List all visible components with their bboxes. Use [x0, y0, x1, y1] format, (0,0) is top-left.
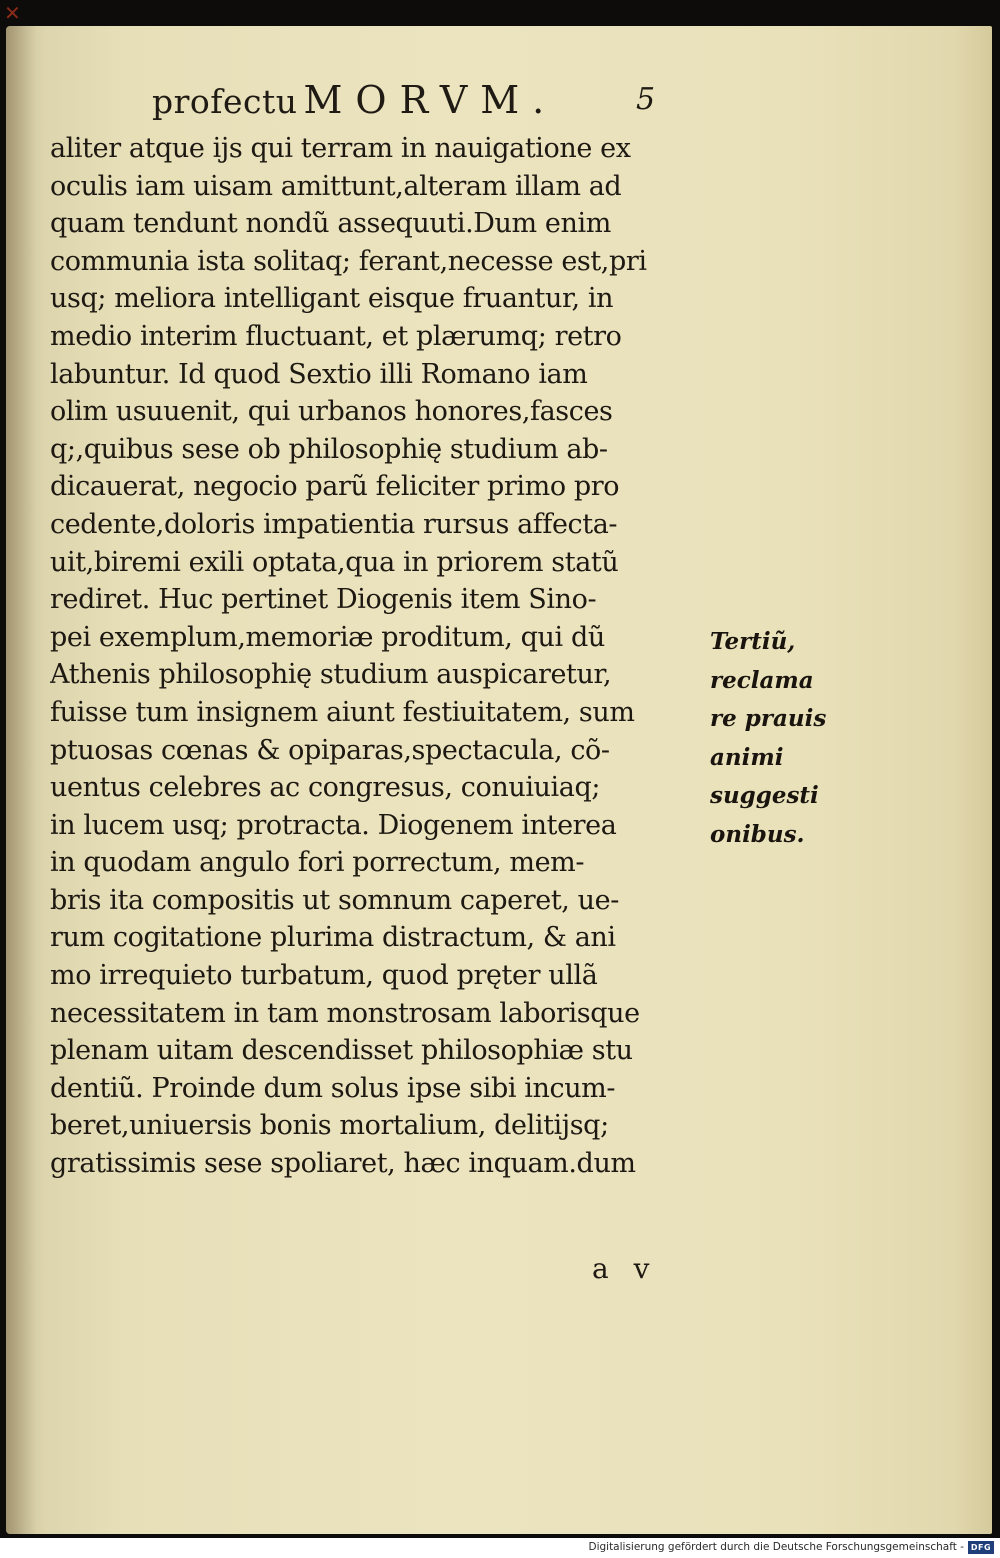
- margin-note: [710, 623, 838, 854]
- text-line: rum cogitatione plurima distractum, & ani: [50, 922, 616, 954]
- footer-bar: [0, 1538, 1000, 1558]
- text-line: olim usuuenit, qui urbanos honores,fasces: [50, 396, 613, 428]
- text-line: labuntur. Id quod Sextio illi Romano iam: [50, 358, 588, 390]
- text-line: medio interim fluctuant, et plærumq; retro: [50, 320, 622, 352]
- running-head-prefix: profectu: [152, 82, 298, 121]
- text-line: necessitatem in tam monstrosam laborisque: [50, 997, 640, 1029]
- text-line: Athenis philosophię studium auspicaretur,: [50, 659, 612, 691]
- text-line: in quodam angulo fori porrectum, mem-: [50, 847, 585, 879]
- text-line: gratissimis sese spoliaret, hæc inquam.dum: [50, 1148, 636, 1180]
- text-line: fuisse tum insignem aiunt festiuitatem, sum: [50, 696, 635, 728]
- text-line: bris ita compositis ut somnum caperet, ue-: [50, 884, 619, 916]
- text-line: usq; meliora intelligant eisque fruantur, in: [50, 283, 614, 315]
- text-line: beret,uniuersis bonis mortalium, delitijsq;: [50, 1110, 609, 1142]
- gutter-shadow: [6, 26, 36, 1534]
- signature-mark: a v: [592, 1252, 658, 1285]
- text-line: rediret. Huc pertinet Diogenis item Sino-: [50, 584, 597, 616]
- text-line: cedente,doloris impatientia rursus affecta-: [50, 508, 618, 540]
- text-line: ptuosas cœnas & opiparas,spectacula, cõ-: [50, 734, 610, 766]
- text-line: mo irrequieto turbatum, quod pręter ullã: [50, 960, 598, 992]
- text-line: quam tendunt nondũ assequuti.Dum enim: [50, 208, 611, 240]
- text-line: dentiũ. Proinde dum solus ipse sibi incum-: [50, 1072, 616, 1104]
- margin-note-line: reclama: [710, 666, 814, 694]
- page-number: 5: [636, 82, 656, 117]
- dfg-logo: DFG: [968, 1541, 994, 1554]
- running-head-caps: MORVM.: [303, 78, 558, 122]
- text-line: pei exemplum,memoriæ proditum, qui dũ: [50, 621, 605, 653]
- text-line: plenam uitam descendisset philosophiæ stu: [50, 1035, 633, 1067]
- text-line: uit,biremi exili optata,qua in priorem statũ: [50, 546, 619, 578]
- text-line: dicauerat, negocio parũ feliciter primo pro: [50, 471, 620, 503]
- margin-note-line: suggesti: [710, 782, 819, 809]
- book-page: [6, 26, 992, 1534]
- running-head: [152, 78, 557, 128]
- text-line: in lucem usq; protracta. Diogenem interea: [50, 809, 617, 841]
- margin-note-line: onibus.: [710, 820, 805, 848]
- margin-note-line: animi: [710, 743, 784, 771]
- corner-mark-icon: ✕: [4, 1, 21, 25]
- text-line: uentus celebres ac congresus, conuiuiaq;: [50, 772, 601, 804]
- text-line: aliter atque ijs qui terram in nauigatione ex: [50, 133, 631, 164]
- margin-note-line: Tertiũ,: [710, 628, 796, 655]
- funding-note: Digitalisierung gefördert durch die Deutsche Forschungsgemeinschaft -: [588, 1541, 964, 1553]
- text-line: oculis iam uisam amittunt,alteram illam ad: [50, 170, 622, 202]
- body-text: [50, 130, 710, 1183]
- text-line: communia ista solitaq; ferant,necesse est,pri: [50, 245, 647, 277]
- margin-note-line: re prauis: [710, 705, 827, 732]
- text-line: q;,quibus sese ob philosophię studium ab-: [50, 433, 608, 465]
